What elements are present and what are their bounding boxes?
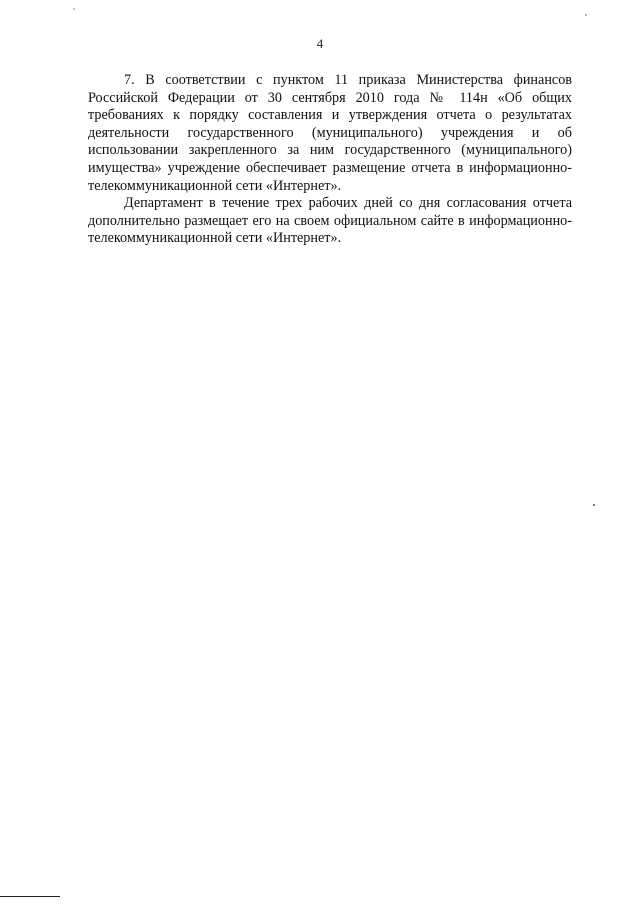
scan-speck	[73, 8, 75, 10]
paragraph-item-7: 7. В соответствии с пунктом 11 приказа Министерства финансов Российской Федерации от 30 сентября 2010 года № 114н «Об общих требованиях к порядку составления и утверждения отчета о результатах деятельности государственного (муниципального) учреждения и об использовании закрепленного за ним государственного (муниципального) имущества» учреждение обеспечивает размещение отчета в информационно-телекоммуникационной сети «Интернет».	[88, 72, 572, 194]
paragraph-department: Департамент в течение трех рабочих дней со дня согласования отчета дополнительно размещает его на своем официальном сайте в информационно-телекоммуникационной сети «Интернет».	[88, 195, 572, 247]
scan-edge-line	[0, 896, 60, 897]
page-number: 4	[316, 36, 324, 51]
scan-speck	[593, 504, 595, 506]
scan-speck	[585, 14, 587, 16]
document-body	[88, 72, 572, 248]
